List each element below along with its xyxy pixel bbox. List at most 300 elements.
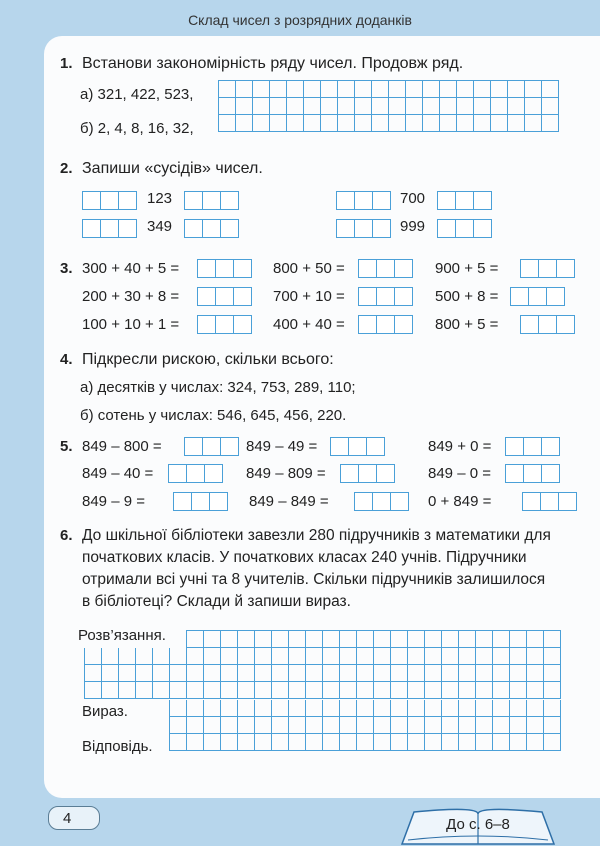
grid-cell[interactable]	[476, 665, 493, 682]
grid-cell[interactable]	[340, 665, 357, 682]
grid-cell[interactable]	[423, 81, 440, 98]
grid-cell[interactable]	[374, 682, 391, 699]
grid-cell[interactable]	[253, 98, 270, 115]
grid-cell[interactable]	[221, 665, 238, 682]
grid-cell[interactable]	[357, 648, 374, 665]
grid-cell[interactable]	[272, 631, 289, 648]
grid-cell[interactable]	[119, 648, 136, 665]
ex5-item: 849 – 0 =	[428, 465, 491, 482]
grid-cell[interactable]	[527, 717, 544, 734]
grid-cell[interactable]	[374, 734, 391, 751]
grid-cell[interactable]	[355, 98, 372, 115]
grid-cell[interactable]	[170, 734, 187, 751]
grid-cell[interactable]	[391, 682, 408, 699]
grid-cell[interactable]	[442, 717, 459, 734]
ex1-number: 1.	[60, 55, 73, 72]
ex6-line: початкових класів. У початкових класах 240 учнів. Підручники	[82, 549, 527, 566]
grid-cell[interactable]	[493, 631, 510, 648]
grid-cell[interactable]	[425, 734, 442, 751]
grid-cell[interactable]	[306, 682, 323, 699]
grid-cell[interactable]	[527, 665, 544, 682]
grid-cell[interactable]	[338, 115, 355, 132]
grid-cell[interactable]	[423, 115, 440, 132]
grid-cell[interactable]	[374, 631, 391, 648]
grid-cell[interactable]	[425, 682, 442, 699]
grid-cell[interactable]	[374, 665, 391, 682]
grid-cell[interactable]	[425, 717, 442, 734]
grid-cell[interactable]	[510, 631, 527, 648]
grid-cell[interactable]	[357, 665, 374, 682]
ex5-item: 849 – 800 =	[82, 438, 162, 455]
grid-cell[interactable]	[372, 115, 389, 132]
grid-cell[interactable]	[389, 115, 406, 132]
ex2-answer-box[interactable]	[336, 191, 391, 210]
ex5-answer-box[interactable]	[168, 464, 223, 483]
grid-cell[interactable]	[219, 98, 236, 115]
grid-cell[interactable]	[406, 98, 423, 115]
grid-cell[interactable]	[510, 682, 527, 699]
grid-cell[interactable]	[204, 717, 221, 734]
ex2-answer-box[interactable]	[437, 191, 492, 210]
expression-label: Вираз.	[82, 703, 128, 720]
grid-cell[interactable]	[270, 98, 287, 115]
grid-cell[interactable]	[306, 648, 323, 665]
textbook-pages: До с. 6–8	[446, 816, 510, 833]
ex2-text: Запиши «сусідів» чисел.	[82, 160, 263, 177]
grid-cell[interactable]	[219, 81, 236, 98]
grid-cell[interactable]	[238, 717, 255, 734]
grid-cell[interactable]	[238, 682, 255, 699]
grid-cell[interactable]	[340, 631, 357, 648]
grid-cell[interactable]	[408, 734, 425, 751]
ex6-number: 6.	[60, 527, 73, 544]
grid-cell[interactable]	[136, 682, 153, 699]
ex5-answer-box[interactable]	[505, 464, 560, 483]
grid-cell[interactable]	[287, 81, 304, 98]
ex5-item: 0 + 849 =	[428, 493, 492, 510]
grid-cell[interactable]	[221, 717, 238, 734]
grid-cell[interactable]	[527, 648, 544, 665]
grid-cell[interactable]	[491, 81, 508, 98]
grid-cell[interactable]	[457, 98, 474, 115]
grid-cell[interactable]	[544, 682, 561, 699]
grid-cell[interactable]	[85, 665, 102, 682]
grid-cell[interactable]	[119, 665, 136, 682]
ex5-answer-box[interactable]	[184, 437, 239, 456]
grid-cell[interactable]	[289, 734, 306, 751]
grid-cell[interactable]	[255, 700, 272, 717]
grid-cell[interactable]	[153, 665, 170, 682]
grid-cell[interactable]	[493, 682, 510, 699]
grid-cell[interactable]	[306, 717, 323, 734]
ex3-item: 800 + 5 =	[435, 316, 499, 333]
ex5-answer-box[interactable]	[173, 492, 228, 511]
grid-cell[interactable]	[525, 81, 542, 98]
grid-cell[interactable]	[272, 734, 289, 751]
grid-cell[interactable]	[408, 665, 425, 682]
ex3-item: 500 + 8 =	[435, 288, 499, 305]
grid-cell[interactable]	[221, 700, 238, 717]
grid-cell[interactable]	[238, 700, 255, 717]
grid-cell[interactable]	[474, 98, 491, 115]
grid-cell[interactable]	[321, 115, 338, 132]
grid-cell[interactable]	[391, 734, 408, 751]
grid-cell[interactable]	[255, 648, 272, 665]
grid-cell[interactable]	[527, 734, 544, 751]
grid-cell[interactable]	[372, 81, 389, 98]
grid-cell[interactable]	[391, 648, 408, 665]
grid-cell[interactable]	[508, 81, 525, 98]
ex3-answer-box[interactable]	[510, 287, 565, 306]
grid-cell[interactable]	[493, 734, 510, 751]
grid-cell[interactable]	[440, 115, 457, 132]
grid-cell[interactable]	[544, 734, 561, 751]
grid-cell[interactable]	[255, 665, 272, 682]
grid-cell[interactable]	[459, 734, 476, 751]
grid-cell[interactable]	[187, 700, 204, 717]
grid-cell[interactable]	[493, 700, 510, 717]
ex5-answer-box[interactable]	[354, 492, 409, 511]
grid-cell[interactable]	[238, 631, 255, 648]
grid-cell[interactable]	[527, 682, 544, 699]
grid-cell[interactable]	[510, 734, 527, 751]
ex3-item: 700 + 10 =	[273, 288, 345, 305]
grid-cell[interactable]	[408, 682, 425, 699]
grid-cell[interactable]	[289, 648, 306, 665]
ex3-answer-box[interactable]	[358, 315, 413, 334]
grid-cell[interactable]	[340, 700, 357, 717]
solution-grid-main[interactable]	[84, 648, 561, 699]
grid-cell[interactable]	[102, 682, 119, 699]
grid-cell[interactable]	[323, 700, 340, 717]
grid-cell[interactable]	[493, 717, 510, 734]
grid-cell[interactable]	[170, 665, 187, 682]
grid-cell[interactable]	[491, 115, 508, 132]
ex1-a: а) 321, 422, 523,	[80, 86, 194, 103]
grid-cell[interactable]	[238, 734, 255, 751]
grid-cell[interactable]	[338, 81, 355, 98]
ex4-text: Підкресли рискою, скільки всього:	[82, 351, 334, 368]
grid-cell[interactable]	[323, 734, 340, 751]
grid-cell[interactable]	[323, 717, 340, 734]
ex2-n3: 700	[400, 190, 426, 207]
ex5-item: 849 – 9 =	[82, 493, 145, 510]
grid-cell[interactable]	[510, 665, 527, 682]
grid-cell[interactable]	[476, 648, 493, 665]
grid-cell[interactable]	[440, 98, 457, 115]
grid-cell[interactable]	[187, 665, 204, 682]
ex2-number: 2.	[60, 160, 73, 177]
solution-grid-top[interactable]	[186, 630, 561, 648]
grid-cell[interactable]	[493, 648, 510, 665]
ex5-item: 849 + 0 =	[428, 438, 492, 455]
grid-cell[interactable]	[153, 682, 170, 699]
grid-cell[interactable]	[136, 648, 153, 665]
ex2-answer-box[interactable]	[82, 219, 137, 238]
grid-cell[interactable]	[544, 631, 561, 648]
grid-cell[interactable]	[102, 665, 119, 682]
grid-cell[interactable]	[270, 115, 287, 132]
grid-cell[interactable]	[389, 98, 406, 115]
ex5-answer-box[interactable]	[330, 437, 385, 456]
ex5-answer-box[interactable]	[340, 464, 395, 483]
grid-cell[interactable]	[442, 682, 459, 699]
grid-cell[interactable]	[204, 734, 221, 751]
grid-cell[interactable]	[136, 665, 153, 682]
grid-cell[interactable]	[221, 631, 238, 648]
grid-cell[interactable]	[221, 648, 238, 665]
grid-cell[interactable]	[255, 631, 272, 648]
ex1-grid[interactable]	[218, 80, 559, 132]
grid-cell[interactable]	[544, 648, 561, 665]
grid-cell[interactable]	[287, 98, 304, 115]
grid-cell[interactable]	[357, 734, 374, 751]
ex3-answer-box[interactable]	[197, 315, 252, 334]
grid-cell[interactable]	[306, 734, 323, 751]
grid-cell[interactable]	[374, 648, 391, 665]
grid-cell[interactable]	[442, 648, 459, 665]
ex3-item: 900 + 5 =	[435, 260, 499, 277]
grid-cell[interactable]	[204, 682, 221, 699]
grid-cell[interactable]	[304, 115, 321, 132]
grid-cell[interactable]	[187, 734, 204, 751]
grid-cell[interactable]	[525, 115, 542, 132]
grid-cell[interactable]	[289, 682, 306, 699]
grid-cell[interactable]	[372, 98, 389, 115]
grid-cell[interactable]	[272, 717, 289, 734]
grid-cell[interactable]	[355, 115, 372, 132]
grid-cell[interactable]	[153, 648, 170, 665]
grid-cell[interactable]	[425, 700, 442, 717]
ex2-answer-box[interactable]	[82, 191, 137, 210]
grid-cell[interactable]	[508, 115, 525, 132]
ex3-answer-box[interactable]	[197, 287, 252, 306]
grid-cell[interactable]	[442, 631, 459, 648]
ex2-answer-box[interactable]	[437, 219, 492, 238]
grid-cell[interactable]	[510, 717, 527, 734]
ex4-a: а) десятків у числах: 324, 753, 289, 110;	[80, 379, 356, 396]
grid-cell[interactable]	[304, 98, 321, 115]
ex3-answer-box[interactable]	[358, 259, 413, 278]
solution-label: Розв’язання.	[78, 627, 169, 645]
grid-cell[interactable]	[357, 631, 374, 648]
grid-cell[interactable]	[238, 648, 255, 665]
grid-cell[interactable]	[544, 717, 561, 734]
grid-cell[interactable]	[272, 682, 289, 699]
grid-cell[interactable]	[270, 81, 287, 98]
grid-cell[interactable]	[391, 631, 408, 648]
grid-cell[interactable]	[408, 631, 425, 648]
ex3-item: 300 + 40 + 5 =	[82, 260, 180, 277]
grid-cell[interactable]	[459, 648, 476, 665]
ex6-line: отримали всі учні та 8 учителів. Скільки підручників залишилося	[82, 571, 546, 588]
grid-cell[interactable]	[406, 81, 423, 98]
ex3-answer-box[interactable]	[520, 315, 575, 334]
grid-cell[interactable]	[476, 631, 493, 648]
grid-cell[interactable]	[476, 734, 493, 751]
grid-cell[interactable]	[408, 717, 425, 734]
grid-cell[interactable]	[272, 700, 289, 717]
grid-cell[interactable]	[287, 115, 304, 132]
grid-cell[interactable]	[255, 717, 272, 734]
grid-cell[interactable]	[457, 115, 474, 132]
ex2-answer-box[interactable]	[184, 219, 239, 238]
grid-cell[interactable]	[306, 700, 323, 717]
grid-cell[interactable]	[510, 700, 527, 717]
grid-cell[interactable]	[204, 665, 221, 682]
ex5-item: 849 – 809 =	[246, 465, 326, 482]
grid-cell[interactable]	[391, 717, 408, 734]
grid-cell[interactable]	[476, 700, 493, 717]
grid-cell[interactable]	[459, 717, 476, 734]
grid-cell[interactable]	[170, 648, 187, 665]
grid-cell[interactable]	[440, 81, 457, 98]
grid-cell[interactable]	[85, 682, 102, 699]
grid-cell[interactable]	[304, 81, 321, 98]
grid-cell[interactable]	[425, 631, 442, 648]
grid-cell[interactable]	[474, 81, 491, 98]
expression-grid[interactable]	[169, 700, 561, 751]
ex5-item: 849 – 49 =	[246, 438, 318, 455]
grid-cell[interactable]	[357, 682, 374, 699]
grid-cell[interactable]	[321, 98, 338, 115]
grid-cell[interactable]	[253, 115, 270, 132]
grid-cell[interactable]	[321, 81, 338, 98]
ex2-n4: 999	[400, 218, 426, 235]
grid-cell[interactable]	[527, 700, 544, 717]
grid-cell[interactable]	[338, 98, 355, 115]
grid-cell[interactable]	[442, 734, 459, 751]
ex3-answer-box[interactable]	[358, 287, 413, 306]
ex3-item: 800 + 50 =	[273, 260, 345, 277]
ex6-line: До шкільної бібліотеки завезли 280 підручників з математики для	[82, 527, 551, 544]
grid-cell[interactable]	[221, 734, 238, 751]
grid-cell[interactable]	[391, 700, 408, 717]
grid-cell[interactable]	[542, 98, 559, 115]
grid-cell[interactable]	[204, 631, 221, 648]
grid-cell[interactable]	[187, 717, 204, 734]
grid-cell[interactable]	[289, 665, 306, 682]
grid-cell[interactable]	[219, 115, 236, 132]
grid-cell[interactable]	[442, 700, 459, 717]
grid-cell[interactable]	[340, 648, 357, 665]
grid-cell[interactable]	[236, 115, 253, 132]
grid-cell[interactable]	[340, 734, 357, 751]
grid-cell[interactable]	[442, 665, 459, 682]
ex3-number: 3.	[60, 260, 73, 277]
grid-cell[interactable]	[459, 665, 476, 682]
grid-cell[interactable]	[253, 81, 270, 98]
grid-cell[interactable]	[170, 717, 187, 734]
grid-cell[interactable]	[119, 682, 136, 699]
grid-cell[interactable]	[170, 682, 187, 699]
grid-cell[interactable]	[476, 682, 493, 699]
grid-cell[interactable]	[255, 734, 272, 751]
grid-cell[interactable]	[459, 631, 476, 648]
grid-cell[interactable]	[306, 665, 323, 682]
grid-cell[interactable]	[542, 115, 559, 132]
grid-cell[interactable]	[408, 700, 425, 717]
grid-cell[interactable]	[221, 682, 238, 699]
grid-cell[interactable]	[236, 98, 253, 115]
grid-cell[interactable]	[493, 665, 510, 682]
grid-cell[interactable]	[289, 717, 306, 734]
grid-cell[interactable]	[289, 631, 306, 648]
ex3-answer-box[interactable]	[197, 259, 252, 278]
ex5-answer-box[interactable]	[522, 492, 577, 511]
grid-cell[interactable]	[357, 717, 374, 734]
grid-cell[interactable]	[459, 682, 476, 699]
ex3-item: 200 + 30 + 8 =	[82, 288, 180, 305]
grid-cell[interactable]	[170, 700, 187, 717]
grid-cell[interactable]	[423, 98, 440, 115]
grid-cell[interactable]	[102, 648, 119, 665]
grid-cell[interactable]	[374, 717, 391, 734]
grid-cell[interactable]	[544, 700, 561, 717]
grid-cell[interactable]	[204, 700, 221, 717]
grid-cell[interactable]	[272, 665, 289, 682]
grid-cell[interactable]	[408, 648, 425, 665]
grid-cell[interactable]	[357, 700, 374, 717]
grid-cell[interactable]	[289, 700, 306, 717]
grid-cell[interactable]	[425, 648, 442, 665]
grid-cell[interactable]	[542, 81, 559, 98]
grid-cell[interactable]	[306, 631, 323, 648]
grid-cell[interactable]	[476, 717, 493, 734]
grid-cell[interactable]	[389, 81, 406, 98]
grid-cell[interactable]	[491, 98, 508, 115]
grid-cell[interactable]	[510, 648, 527, 665]
grid-cell[interactable]	[508, 98, 525, 115]
grid-cell[interactable]	[272, 648, 289, 665]
grid-cell[interactable]	[340, 682, 357, 699]
ex5-item: 849 – 849 =	[249, 493, 329, 510]
ex5-number: 5.	[60, 438, 73, 455]
ex3-answer-box[interactable]	[520, 259, 575, 278]
grid-cell[interactable]	[323, 648, 340, 665]
grid-cell[interactable]	[374, 700, 391, 717]
ex4-b: б) сотень у числах: 546, 645, 456, 220.	[80, 407, 347, 424]
grid-cell[interactable]	[355, 81, 372, 98]
grid-cell[interactable]	[474, 115, 491, 132]
ex1-b: б) 2, 4, 8, 16, 32,	[80, 120, 194, 137]
grid-cell[interactable]	[527, 631, 544, 648]
grid-cell[interactable]	[323, 665, 340, 682]
grid-cell[interactable]	[340, 717, 357, 734]
ex5-answer-box[interactable]	[505, 437, 560, 456]
grid-cell[interactable]	[544, 665, 561, 682]
grid-cell[interactable]	[425, 665, 442, 682]
grid-cell[interactable]	[85, 648, 102, 665]
grid-cell[interactable]	[187, 631, 204, 648]
ex2-answer-box[interactable]	[336, 219, 391, 238]
grid-cell[interactable]	[459, 700, 476, 717]
grid-cell[interactable]	[391, 665, 408, 682]
grid-cell[interactable]	[323, 631, 340, 648]
grid-cell[interactable]	[525, 98, 542, 115]
ex2-answer-box[interactable]	[184, 191, 239, 210]
grid-cell[interactable]	[236, 81, 253, 98]
grid-cell[interactable]	[187, 682, 204, 699]
grid-cell[interactable]	[238, 665, 255, 682]
grid-cell[interactable]	[406, 115, 423, 132]
grid-cell[interactable]	[323, 682, 340, 699]
grid-cell[interactable]	[204, 648, 221, 665]
grid-cell[interactable]	[187, 648, 204, 665]
grid-cell[interactable]	[457, 81, 474, 98]
grid-cell[interactable]	[255, 682, 272, 699]
textbook-reference	[398, 806, 558, 846]
